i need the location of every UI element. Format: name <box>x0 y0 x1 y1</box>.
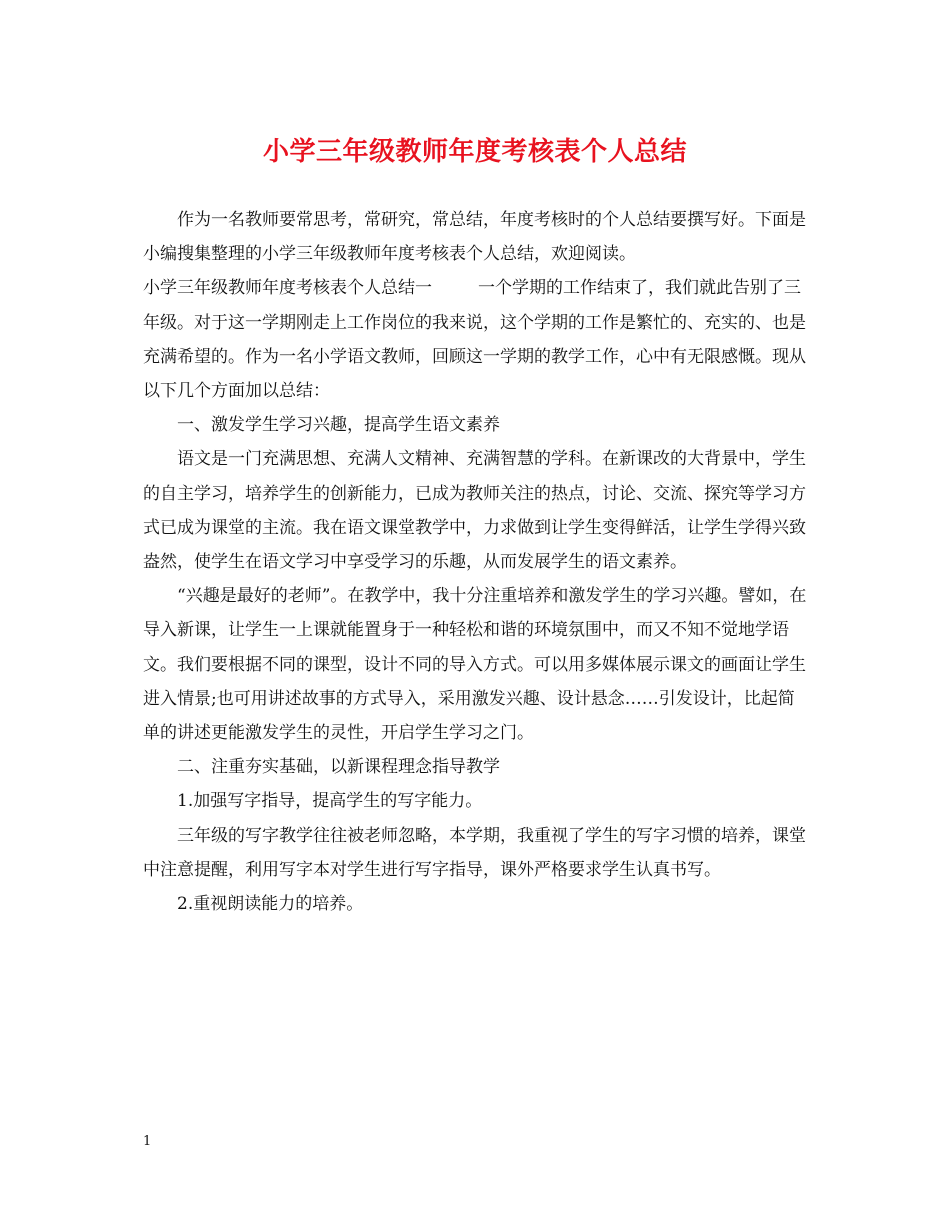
paragraph-one: 语文是一门充满思想、充满人文精神、充满智慧的学科。在新课改的大背景中，学生的自主学习，培养学生的创新能力，已成为教师关注的热点，讨论、交流、探究等学习方式已成为课堂的主流。我在语文课堂教学中，力求做到让学生变得鲜活，让学生学得兴致盎然，使学生在语文学习中享受学习的乐趣，从而发展学生的语文素养。 <box>143 449 806 573</box>
page-number: 1 <box>143 1134 152 1149</box>
document-title: 小学三年级教师年度考核表个人总结 <box>262 137 687 167</box>
document-body <box>143 203 808 921</box>
sub-heading-two: 2.重视朗读能力的培养。 <box>177 894 364 915</box>
intro-paragraph: 作为一名教师要常思考，常研究，常总结，年度考核时的个人总结要撰写好。下面是小编搜集整理的小学三年级教师年度考核表个人总结，欢迎阅读。 <box>143 210 806 265</box>
heading-two: 二、注重夯实基础，以新课程理念指导教学 <box>177 757 500 778</box>
section-one-opening-text: 一个学期的工作结束了，我们就此告别了三年级。对于这一学期刚走上工作岗位的我来说，这个学期的工作是繁忙的、充实的、也是充满希望的。作为一名小学语文教师，回顾这一学期的教学工作，心中有无限感慨。现从以下几个方面加以总结： <box>143 278 806 402</box>
paragraph-three: 三年级的写字教学往往被老师忽略，本学期，我重视了学生的写字习惯的培养，课堂中注意提醒，利用写字本对学生进行写字指导，课外严格要求学生认真书写。 <box>143 825 806 880</box>
section-title-one: 小学三年级教师年度考核表个人总结一 <box>143 278 432 299</box>
heading-one: 一、激发学生学习兴趣，提高学生语文素养 <box>177 415 500 436</box>
sub-heading-one: 1.加强写字指导，提高学生的写字能力。 <box>177 791 483 812</box>
section-one-opening-paragraph <box>143 271 808 408</box>
paragraph-two: “兴趣是最好的老师”。在教学中，我十分注重培养和激发学生的学习兴趣。譬如，在导入新课，让学生一上课就能置身于一种轻松和谐的环境氛围中，而又不知不觉地学语文。我们要根据不同的课型，设计不同的导入方式。可以用多媒体展示课文的画面让学生进入情景;也可用讲述故事的方式导入，采用激发兴趣、设计悬念……引发设计，比起简单的讲述更能激发学生的灵性，开启学生学习之门。 <box>143 586 807 744</box>
